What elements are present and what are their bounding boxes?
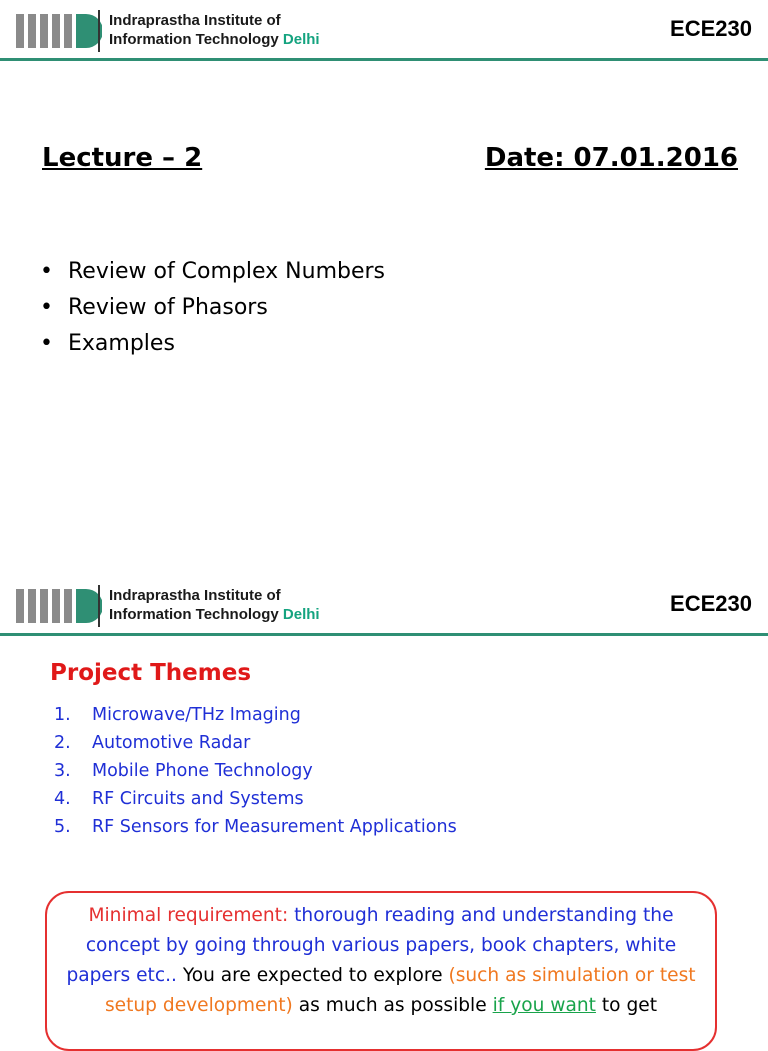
institute-line-1: Indraprastha Institute of — [109, 12, 281, 29]
requirement-part-4: as much as possible — [298, 995, 487, 1016]
theme-text: Automotive Radar — [92, 733, 251, 753]
institute-line-2: Information Technology — [109, 606, 279, 623]
list-item — [40, 254, 385, 290]
institute-name — [109, 586, 320, 624]
item-number: 5. — [54, 817, 71, 837]
item-number: 3. — [54, 761, 71, 781]
requirement-part-6: to get — [601, 995, 658, 1016]
requirement-part-2: You are expected to explore — [182, 965, 443, 986]
bullet: • — [40, 259, 53, 284]
theme-text: Mobile Phone Technology — [92, 761, 313, 781]
lecture-date: Date: 07.01.2016 — [484, 143, 738, 173]
bullet: • — [40, 295, 53, 320]
theme-list — [54, 701, 457, 841]
institute-line-2: Information Technology — [109, 31, 279, 48]
topic-list — [40, 254, 385, 362]
slide-gap — [0, 560, 768, 575]
list-item — [54, 701, 457, 729]
project-themes-title: Project Themes — [50, 660, 252, 686]
topic-text: Review of Complex Numbers — [68, 259, 386, 284]
list-item — [54, 729, 457, 757]
requirement-part-1: thorough reading and understanding the concept by going through various papers, book chapters, white papers etc.. — [66, 905, 677, 986]
item-number: 4. — [54, 789, 71, 809]
bullet: • — [40, 331, 53, 356]
list-item — [40, 290, 385, 326]
course-code: ECE230 — [670, 16, 752, 41]
slide-2 — [0, 575, 768, 1024]
requirement-part-3: (such as simulation or test setup development) — [104, 965, 696, 1016]
item-number: 1. — [54, 705, 71, 725]
requirement-label: Minimal requirement: — [88, 905, 289, 926]
topic-text: Examples — [68, 331, 175, 356]
lecture-title: Lecture – 2 — [42, 143, 203, 173]
header-divider — [0, 633, 768, 636]
institute-name — [109, 11, 320, 49]
list-item — [54, 813, 457, 841]
institute-city: Delhi — [282, 606, 320, 623]
institute-city: Delhi — [282, 31, 320, 48]
list-item — [54, 785, 457, 813]
topic-text: Review of Phasors — [68, 295, 268, 320]
theme-text: RF Sensors for Measurement Applications — [92, 817, 457, 837]
institute-line-1: Indraprastha Institute of — [109, 587, 281, 604]
list-item — [54, 757, 457, 785]
list-item — [40, 326, 385, 362]
theme-text: Microwave/THz Imaging — [92, 705, 301, 725]
course-code: ECE230 — [670, 591, 752, 616]
iiitd-logo-icon — [16, 10, 102, 52]
iiitd-logo-icon — [16, 585, 102, 627]
header-divider — [0, 58, 768, 61]
theme-text: RF Circuits and Systems — [92, 789, 304, 809]
requirement-box — [45, 891, 717, 1051]
requirement-part-5: if you want — [492, 995, 596, 1016]
item-number: 2. — [54, 733, 71, 753]
